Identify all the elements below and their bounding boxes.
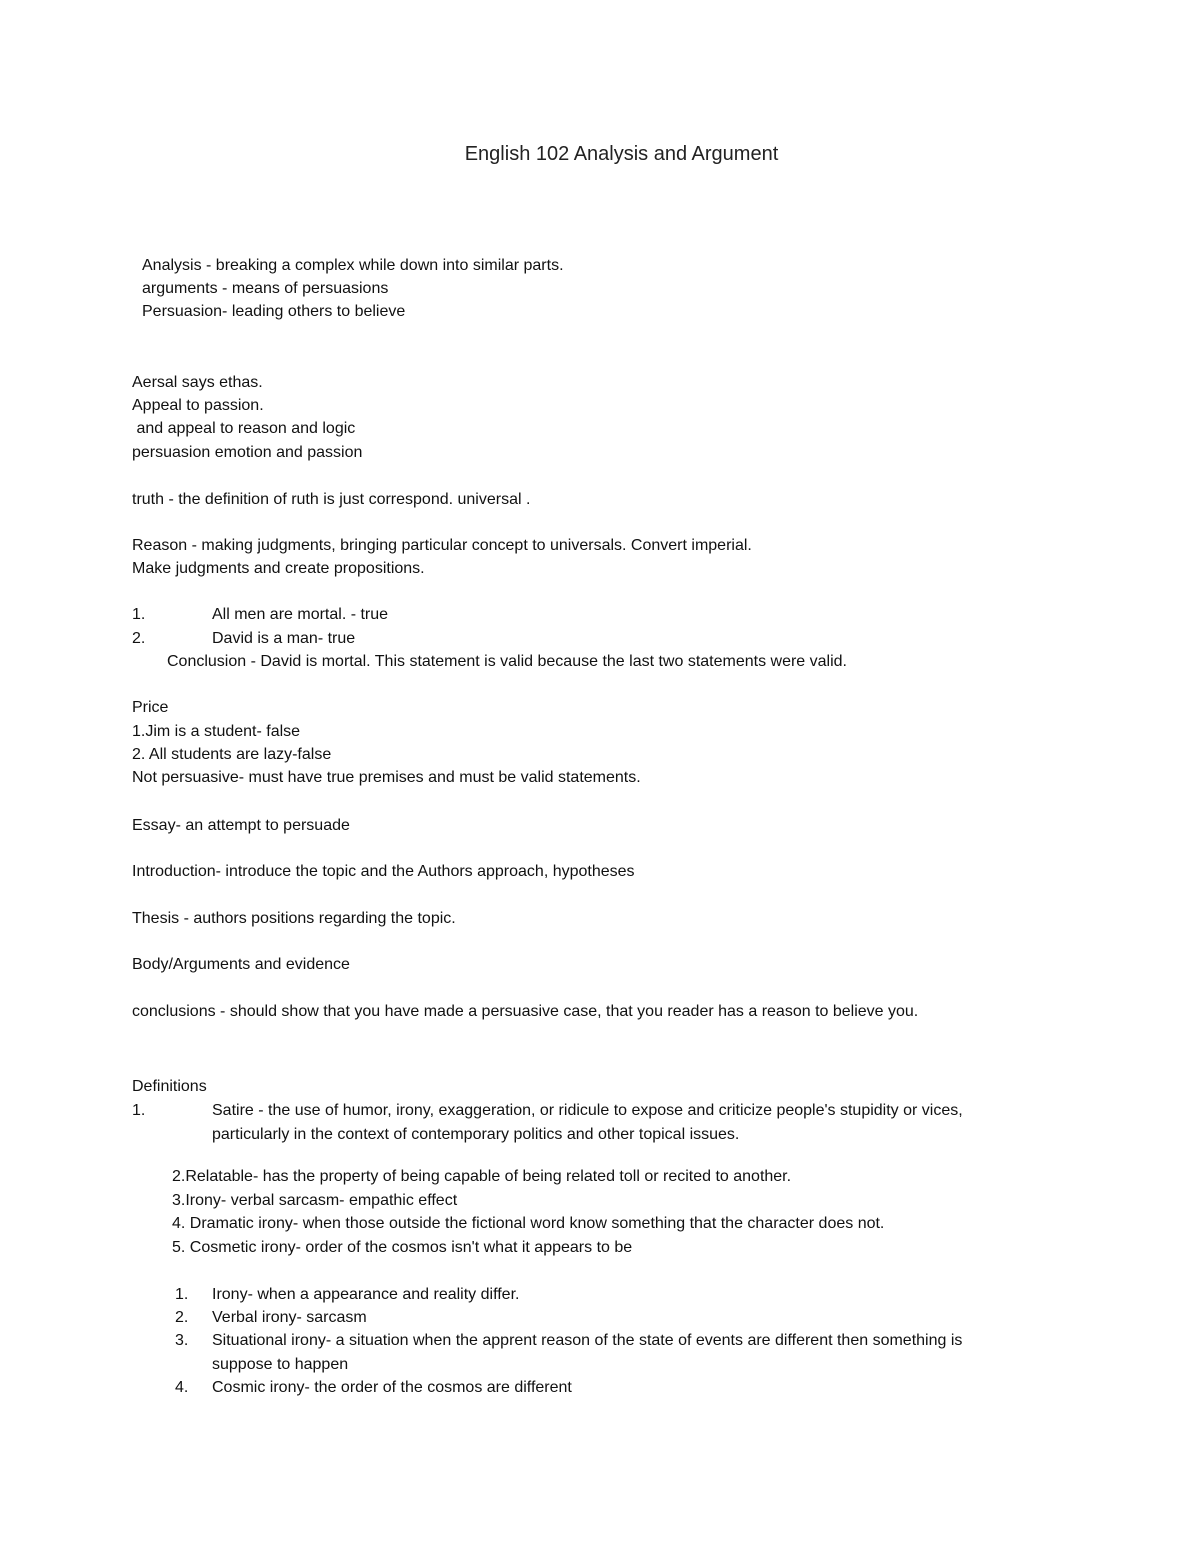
- syllogism-premise: David is a man- true: [212, 630, 356, 647]
- syllogism-premise: All men are mortal. - true: [212, 606, 389, 623]
- irony-list-item: Verbal irony- sarcasm: [212, 1309, 367, 1326]
- appeals-line: and appeal to reason and logic: [132, 420, 356, 437]
- list-number: 1.: [132, 1102, 146, 1119]
- price-heading: Price: [132, 699, 169, 716]
- arguments-definition: arguments - means of persuasions: [142, 280, 389, 297]
- irony-list-item: Irony- when a appearance and reality differ.: [212, 1286, 520, 1303]
- analysis-definition: Analysis - breaking a complex while down into similar parts.: [142, 257, 564, 274]
- definitions-heading: Definitions: [132, 1078, 207, 1095]
- price-line: 2. All students are lazy-false: [132, 746, 332, 763]
- price-line: 1.Jim is a student- false: [132, 723, 301, 740]
- definition-item: 2.Relatable- has the property of being capable of being related toll or recited to another.: [172, 1168, 792, 1185]
- essay-definition: Essay- an attempt to persuade: [132, 817, 350, 834]
- price-line: Not persuasive- must have true premises and must be valid statements.: [132, 769, 641, 786]
- list-number: 2.: [175, 1309, 189, 1326]
- appeals-line: persuasion emotion and passion: [132, 444, 363, 461]
- body-definition: Body/Arguments and evidence: [132, 956, 350, 973]
- reason-definition-cont: Make judgments and create propositions.: [132, 560, 425, 577]
- list-number: 1.: [132, 606, 146, 623]
- persuasion-definition: Persuasion- leading others to believe: [142, 303, 406, 320]
- irony-list-item: Situational irony- a situation when the apprent reason of the state of events are different then something is: [212, 1332, 963, 1349]
- list-number: 4.: [175, 1379, 189, 1396]
- definition-item: 3.Irony- verbal sarcasm- empathic effect: [172, 1192, 458, 1209]
- appeals-line: Aersal says ethas.: [132, 374, 263, 391]
- conclusions-definition: conclusions - should show that you have made a persuasive case, that you reader has a reason to believe you.: [132, 1003, 919, 1020]
- satire-definition-cont: particularly in the context of contemporary politics and other topical issues.: [212, 1126, 740, 1143]
- satire-definition: Satire - the use of humor, irony, exaggeration, or ridicule to expose and criticize people's stupidity or vices,: [212, 1102, 963, 1119]
- list-number: 2.: [132, 630, 146, 647]
- list-number: 3.: [175, 1332, 189, 1349]
- page-title: English 102 Analysis and Argument: [464, 143, 779, 165]
- definition-item: 5. Cosmetic irony- order of the cosmos isn't what it appears to be: [172, 1239, 633, 1256]
- irony-list-item: Cosmic irony- the order of the cosmos are different: [212, 1379, 572, 1396]
- introduction-definition: Introduction- introduce the topic and the Authors approach, hypotheses: [132, 863, 635, 880]
- syllogism-conclusion: Conclusion - David is mortal. This statement is valid because the last two statements were valid.: [167, 653, 847, 670]
- truth-definition: truth - the definition of ruth is just correspond. universal .: [132, 491, 531, 508]
- list-number: 1.: [175, 1286, 189, 1303]
- definition-item: 4. Dramatic irony- when those outside the fictional word know something that the character does not.: [172, 1215, 885, 1232]
- irony-list-item-cont: suppose to happen: [212, 1356, 349, 1373]
- thesis-definition: Thesis - authors positions regarding the topic.: [132, 910, 456, 927]
- reason-definition: Reason - making judgments, bringing particular concept to universals. Convert imperial.: [132, 537, 752, 554]
- appeals-line: Appeal to passion.: [132, 397, 264, 414]
